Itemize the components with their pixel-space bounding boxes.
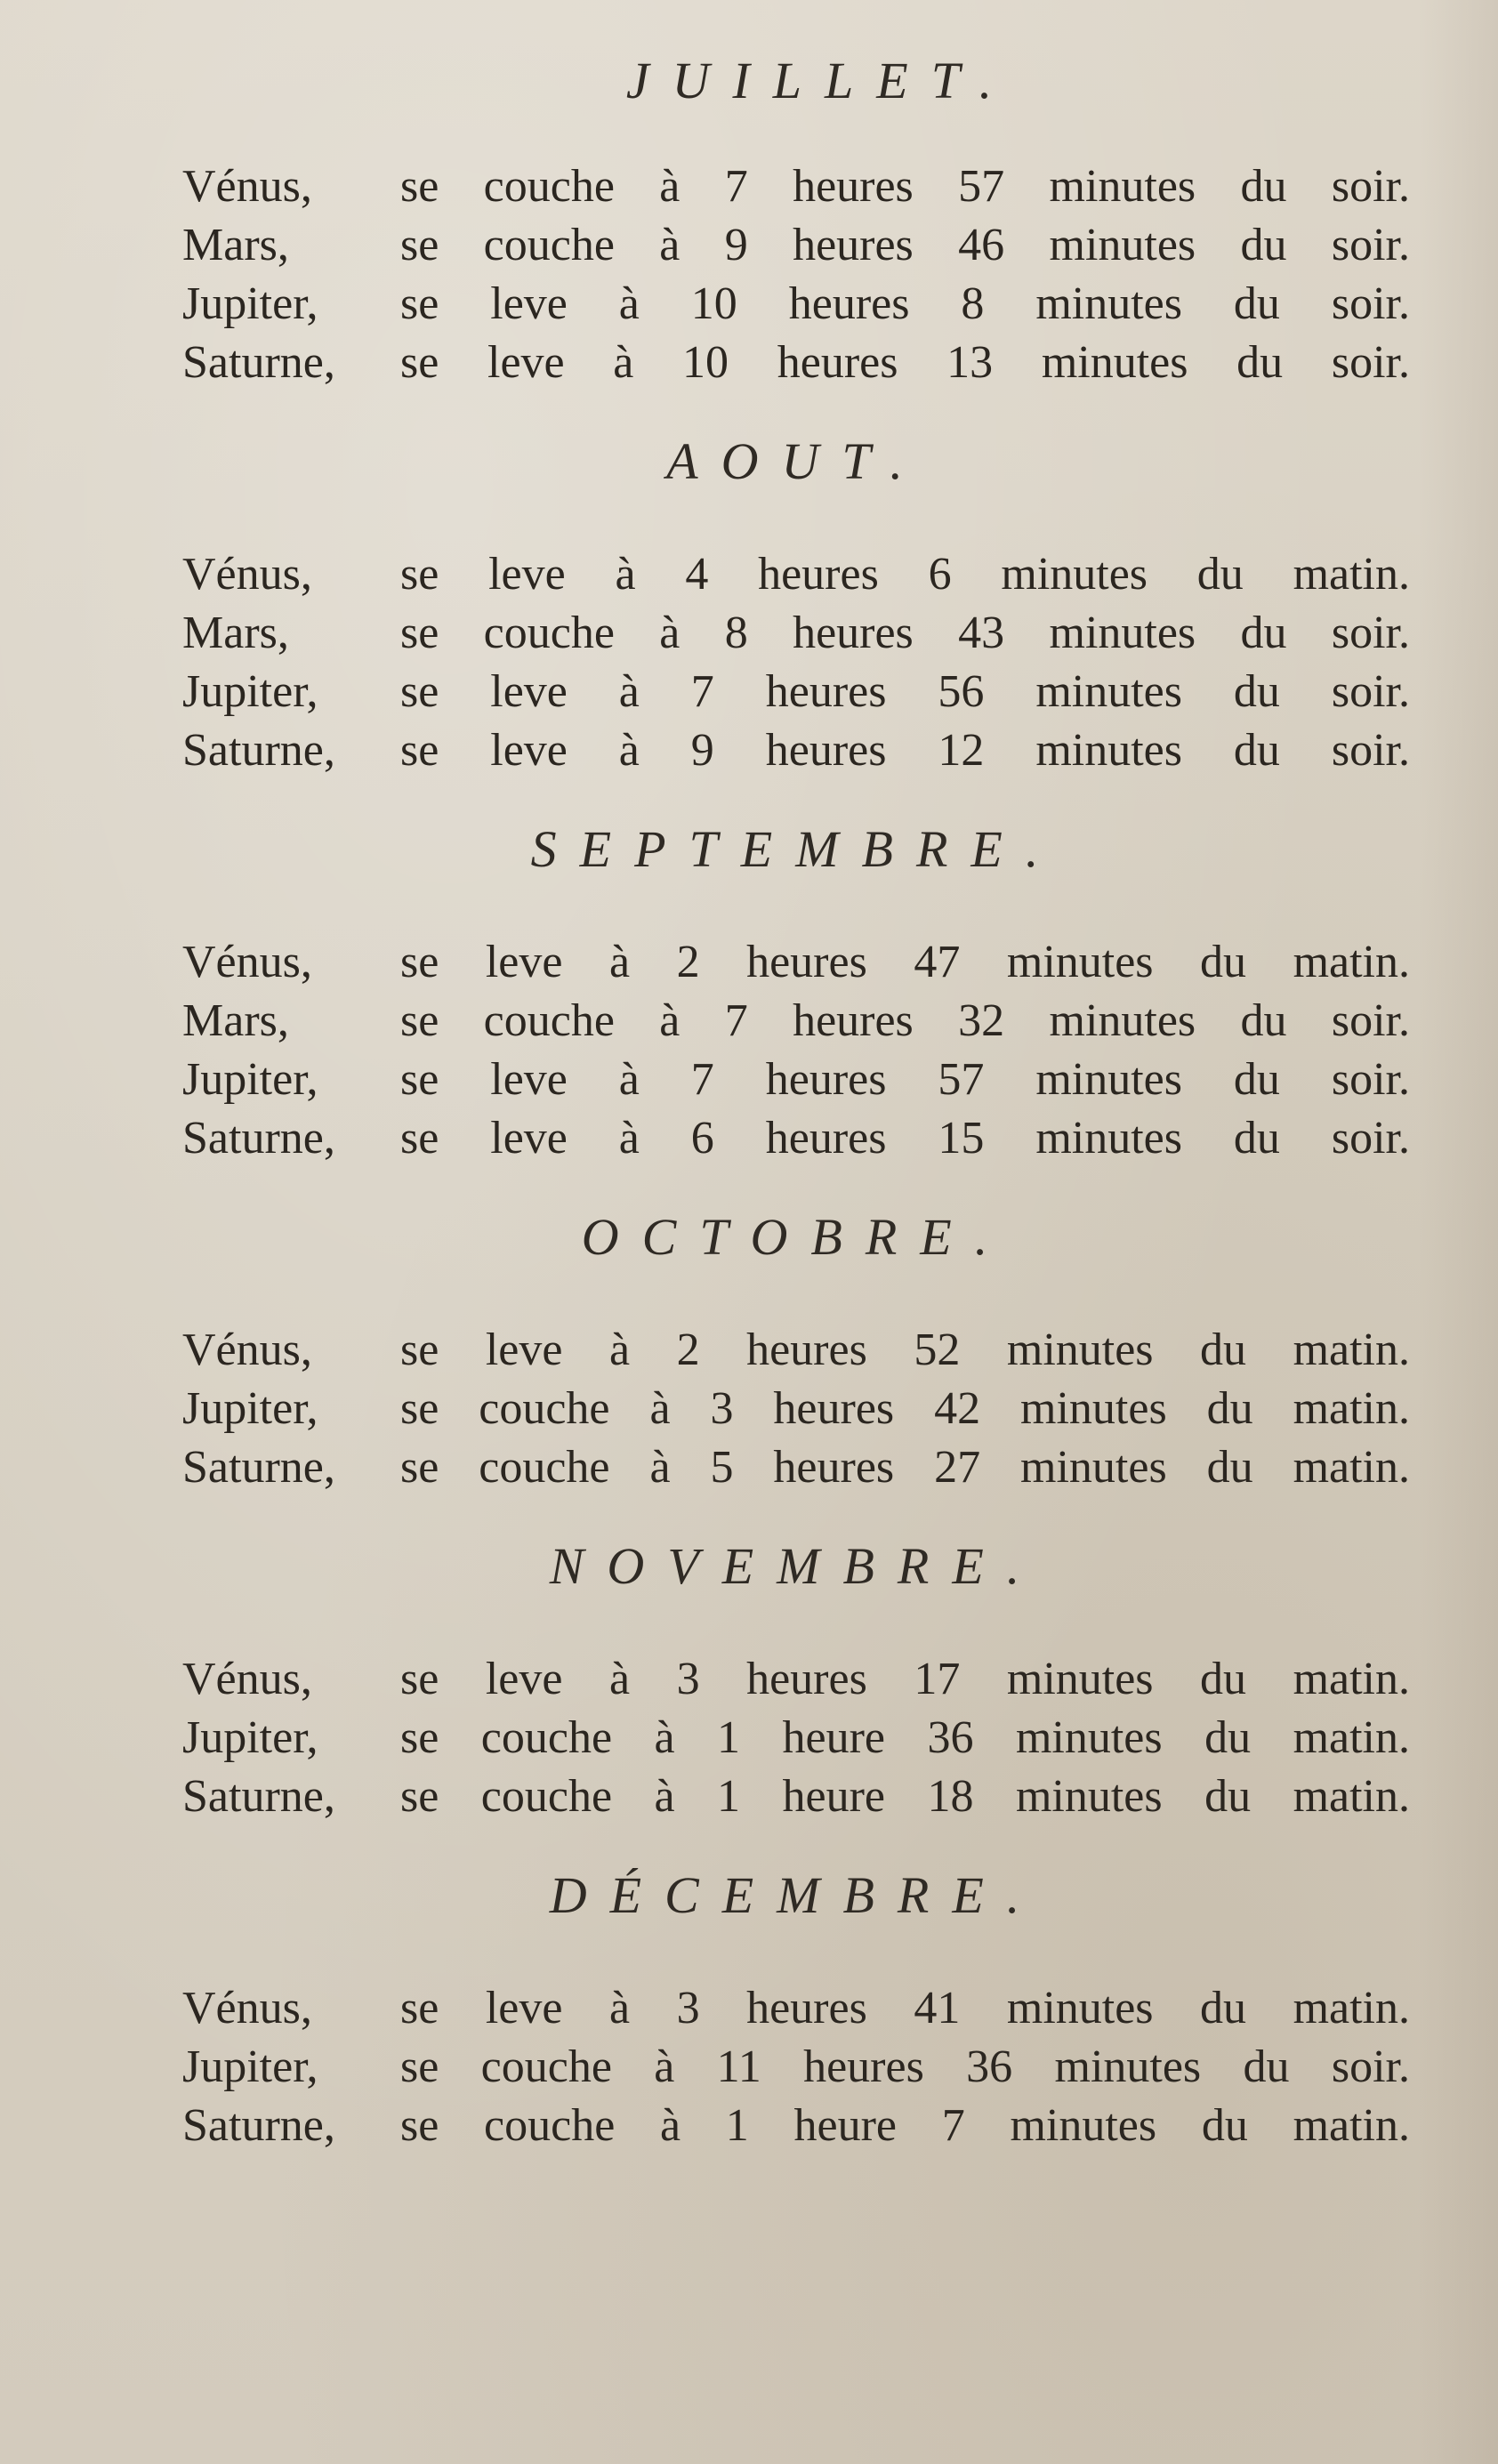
- planet-name: Vénus,: [182, 1654, 312, 1704]
- planet-time: se leve à 2 heures 52 minutes du matin.: [400, 1325, 1410, 1375]
- planet-name: Jupiter,: [182, 2041, 318, 2092]
- section-gap: [182, 1168, 1410, 1205]
- planet-row: [182, 275, 1410, 334]
- planet-time: se leve à 3 heures 41 minutes du matin.: [400, 1983, 1410, 2033]
- planet-row: [182, 721, 1410, 780]
- planet-time: se couche à 9 heures 46 minutes du soir.: [400, 220, 1410, 270]
- section-septembre: [182, 817, 1410, 1168]
- planet-name: Vénus,: [182, 549, 312, 600]
- ephemeris-content: [182, 49, 1410, 2155]
- planet-row: [182, 157, 1410, 216]
- planet-row: [182, 1321, 1410, 1380]
- month-heading: OCTOBRE.: [581, 1208, 1011, 1266]
- planet-time: se leve à 9 heures 12 minutes du soir.: [400, 725, 1410, 776]
- planet-time: se couche à 1 heure 18 minutes du matin.: [400, 1771, 1410, 1822]
- month-heading: DÉCEMBRE.: [549, 1866, 1043, 1924]
- month-heading: AOUT.: [666, 432, 926, 490]
- planet-row: [182, 933, 1410, 992]
- planet-name: Jupiter,: [182, 666, 318, 717]
- planet-time: se couche à 5 heures 27 minutes du matin.: [400, 1442, 1410, 1493]
- planet-time: se leve à 3 heures 17 minutes du matin.: [400, 1654, 1410, 1704]
- planet-time: se leve à 10 heures 8 minutes du soir.: [400, 278, 1410, 329]
- month-heading: NOVEMBRE.: [549, 1537, 1043, 1595]
- planet-name: Jupiter,: [182, 278, 318, 329]
- planet-name: Jupiter,: [182, 1054, 318, 1105]
- planet-time: se couche à 8 heures 43 minutes du soir.: [400, 608, 1410, 658]
- planet-time: se leve à 6 heures 15 minutes du soir.: [400, 1113, 1410, 1164]
- planet-name: Saturne,: [182, 1113, 335, 1164]
- section-gap: [182, 392, 1410, 430]
- planet-name: Saturne,: [182, 337, 335, 388]
- planet-row: [182, 1650, 1410, 1709]
- planet-row: [182, 2097, 1410, 2155]
- section-gap: [182, 1826, 1410, 1864]
- planet-row: [182, 2038, 1410, 2097]
- planet-name: Mars,: [182, 995, 289, 1046]
- planet-name: Mars,: [182, 220, 289, 270]
- planet-name: Saturne,: [182, 1442, 335, 1493]
- planet-name: Saturne,: [182, 1771, 335, 1822]
- planet-time: se leve à 4 heures 6 minutes du matin.: [400, 549, 1410, 600]
- planet-time: se leve à 10 heures 13 minutes du soir.: [400, 337, 1410, 388]
- planet-row: [182, 663, 1410, 721]
- planet-time: se couche à 7 heures 32 minutes du soir.: [400, 995, 1410, 1046]
- section-octobre: [182, 1205, 1410, 1497]
- planet-name: Mars,: [182, 608, 289, 658]
- planet-row: [182, 1767, 1410, 1826]
- planet-row: [182, 216, 1410, 275]
- planet-time: se couche à 11 heures 36 minutes du soir.: [400, 2041, 1410, 2092]
- section-gap: [182, 780, 1410, 817]
- section-aout: [182, 430, 1410, 780]
- section-novembre: [182, 1534, 1410, 1826]
- planet-name: Vénus,: [182, 161, 312, 212]
- planet-name: Saturne,: [182, 2100, 335, 2151]
- page-edge-shadow: [1418, 0, 1498, 2464]
- planet-time: se leve à 7 heures 57 minutes du soir.: [400, 1054, 1410, 1105]
- planet-name: Jupiter,: [182, 1383, 318, 1434]
- planet-row: [182, 1109, 1410, 1168]
- planet-time: se couche à 7 heures 57 minutes du soir.: [400, 161, 1410, 212]
- planet-row: [182, 545, 1410, 604]
- planet-time: se couche à 3 heures 42 minutes du matin.: [400, 1383, 1410, 1434]
- planet-name: Vénus,: [182, 1983, 312, 2033]
- planet-row: [182, 1380, 1410, 1438]
- planet-name: Vénus,: [182, 937, 312, 987]
- planet-row: [182, 604, 1410, 663]
- planet-time: se leve à 2 heures 47 minutes du matin.: [400, 937, 1410, 987]
- section-gap: [182, 1497, 1410, 1534]
- planet-time: se leve à 7 heures 56 minutes du soir.: [400, 666, 1410, 717]
- section-juillet: [182, 49, 1410, 392]
- month-heading: JUILLET.: [625, 52, 1016, 109]
- planet-row: [182, 1709, 1410, 1767]
- section-decembre: [182, 1864, 1410, 2155]
- planet-name: Saturne,: [182, 725, 335, 776]
- planet-name: Vénus,: [182, 1325, 312, 1375]
- planet-row: [182, 1979, 1410, 2038]
- planet-row: [182, 1051, 1410, 1109]
- month-heading: SEPTEMBRE.: [530, 820, 1062, 878]
- planet-name: Jupiter,: [182, 1712, 318, 1763]
- planet-row: [182, 1438, 1410, 1497]
- planet-time: se couche à 1 heure 7 minutes du matin.: [400, 2100, 1410, 2151]
- planet-row: [182, 992, 1410, 1051]
- planet-row: [182, 334, 1410, 392]
- planet-time: se couche à 1 heure 36 minutes du matin.: [400, 1712, 1410, 1763]
